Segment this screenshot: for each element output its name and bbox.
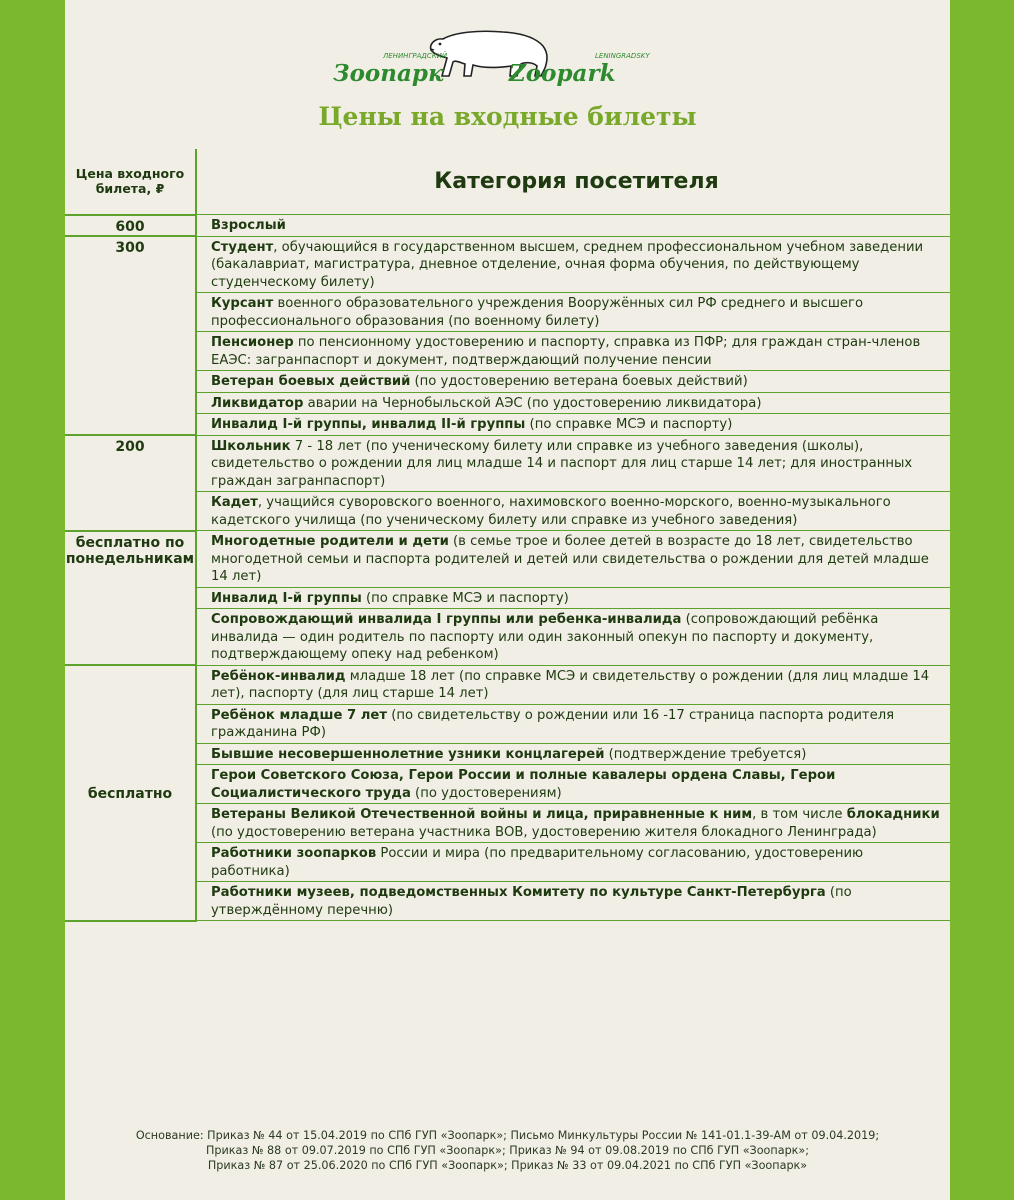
table-row bbox=[65, 587, 950, 609]
category-name: Ребёнок-инвалид bbox=[211, 668, 346, 684]
logo-ru-text: Зоопарк bbox=[333, 60, 444, 87]
category-cell bbox=[196, 765, 950, 804]
table-row bbox=[65, 765, 950, 804]
table-row bbox=[65, 743, 950, 765]
category-condition: , в том числе bbox=[752, 807, 847, 822]
category-condition: младше 18 лет (по справке МСЭ и свидетельству о рождении (для лиц младше 14 лет), паспорту (для лиц старше 14 лет) bbox=[211, 668, 930, 701]
category-name: Ликвидатор bbox=[211, 395, 304, 411]
category-cell bbox=[196, 332, 950, 371]
footer-notes bbox=[65, 1128, 950, 1173]
footer-line: Приказ № 88 от 09.07.2019 по СПб ГУП «Зоопарк»; Приказ № 94 от 09.08.2019 по СПб ГУП «Зоопарк»; bbox=[205, 1144, 810, 1157]
category-cell bbox=[196, 215, 950, 237]
category-column-header: Категория посетителя bbox=[196, 149, 950, 215]
zoo-logo bbox=[65, 22, 950, 92]
category-cell bbox=[196, 665, 950, 704]
category-name: Герои Советского Союза, Герои России и полные кавалеры ордена Славы, Герои Социалистического труда bbox=[211, 768, 836, 801]
category-name: Ветеран боевых действий bbox=[211, 374, 411, 389]
table-row bbox=[65, 843, 950, 882]
page-title: Цены на входные билеты bbox=[318, 102, 697, 131]
price-table bbox=[65, 149, 950, 922]
category-name: Школьник bbox=[211, 438, 291, 454]
table-row bbox=[65, 882, 950, 921]
price-cell: бесплатно bbox=[65, 665, 196, 921]
table-row bbox=[65, 435, 950, 492]
table-row bbox=[65, 332, 950, 371]
category-name-extra: блокадники bbox=[846, 807, 940, 822]
price-cell: 600 bbox=[65, 215, 196, 237]
category-cell bbox=[196, 435, 950, 492]
category-cell bbox=[196, 392, 950, 414]
table-row bbox=[65, 609, 950, 666]
category-condition: , обучающийся в государственном высшем, среднем профессиональном учебном заведении (бакалавриат, магистратура, дневное отделение, очная форма обучения, по действующему студенческому билету) bbox=[211, 239, 924, 290]
category-condition-extra: (по удостоверению ветерана участника ВОВ, удостоверению жителя блокадного Ленинграда) bbox=[211, 824, 877, 840]
category-cell bbox=[196, 371, 950, 393]
category-cell bbox=[196, 236, 950, 293]
category-name: Работники зоопарков bbox=[211, 846, 377, 861]
category-name: Работники музеев, подведомственных Комитету по культуре Санкт-Петербурга bbox=[211, 885, 826, 900]
price-cell: 300 bbox=[65, 236, 196, 435]
category-cell bbox=[196, 531, 950, 588]
price-cell: 200 bbox=[65, 435, 196, 531]
category-condition: (подтверждение требуется) bbox=[604, 746, 807, 762]
category-cell bbox=[196, 704, 950, 743]
category-cell bbox=[196, 587, 950, 609]
category-name: Студент bbox=[211, 239, 274, 255]
category-cell bbox=[196, 293, 950, 332]
category-condition: (по удостоверению ветерана боевых действий) bbox=[410, 374, 748, 389]
category-cell bbox=[196, 804, 950, 843]
table-row bbox=[65, 392, 950, 414]
category-condition: (в семье трое и более детей в возрасте до 18 лет, свидетельство многодетной семьи и паспорта родителей и детей или свидетельства о рождении для детей младше 14 лет) bbox=[211, 534, 929, 584]
logo-en-text: Zoopark bbox=[509, 60, 616, 87]
category-condition: (по свидетельству о рождении или 16 -17 страница паспорта родителя гражданина РФ) bbox=[211, 707, 895, 740]
category-name: Кадет bbox=[211, 495, 258, 510]
category-cell bbox=[196, 843, 950, 882]
category-name: Пенсионер bbox=[211, 335, 294, 350]
logo-en-small: LENINGRADSKY bbox=[595, 52, 650, 60]
category-condition: , учащийся суворовского военного, нахимовского военно-морского, военно-музыкального кадетского училища (по ученическому билету или справке из учебного заведения) bbox=[211, 495, 891, 528]
category-name: Бывшие несовершеннолетние узники концлагерей bbox=[211, 746, 605, 762]
category-name: Инвалид I-й группы, инвалид II-й группы bbox=[211, 417, 526, 432]
category-cell bbox=[196, 492, 950, 531]
footer-line: Приказ № 87 от 25.06.2020 по СПб ГУП «Зоопарк»; Приказ № 33 от 09.04.2021 по СПб ГУП «Зоопарк» bbox=[207, 1159, 808, 1172]
footer-line: Основание: Приказ № 44 от 15.04.2019 по СПб ГУП «Зоопарк»; Письмо Минкультуры России № 141-01.1-39-АМ от 09.04.2019; bbox=[135, 1129, 880, 1142]
category-name: Курсант bbox=[211, 296, 274, 311]
price-sheet bbox=[65, 0, 950, 1200]
price-column-header: Цена входного билета, ₽ bbox=[65, 149, 196, 215]
table-row bbox=[65, 371, 950, 393]
category-cell bbox=[196, 609, 950, 666]
table-row bbox=[65, 236, 950, 293]
category-condition: (сопровождающий ребёнка инвалида — один родитель по паспорту или один законный опекун по паспорту и документу, подтверждающему опеку над ребенком) bbox=[211, 612, 879, 662]
category-condition: (по утверждённому перечню) bbox=[211, 885, 852, 918]
category-name: Ребёнок младше 7 лет bbox=[211, 707, 388, 723]
category-condition: военного образовательного учреждения Вооружённых сил РФ среднего и высшего профессионального образования (по военному билету) bbox=[211, 296, 864, 329]
category-condition: (по удостоверениям) bbox=[410, 785, 562, 801]
category-cell bbox=[196, 882, 950, 921]
category-cell bbox=[196, 743, 950, 765]
table-row bbox=[65, 492, 950, 531]
logo-ru-small: ЛЕНИНГРАДСКИЙ bbox=[383, 52, 448, 60]
category-cell bbox=[196, 414, 950, 436]
table-row bbox=[65, 215, 950, 237]
category-condition: 7 - 18 лет (по ученическому билету или справке из учебного заведения (школы), свидетельство о рождении для лиц младше 14 и паспорт для лиц старше 14 лет; для иностранных граждан загранпаспорт) bbox=[211, 438, 913, 489]
table-row bbox=[65, 414, 950, 436]
table-row bbox=[65, 804, 950, 843]
category-condition: (по справке МСЭ и паспорту) bbox=[525, 417, 733, 432]
table-row bbox=[65, 531, 950, 588]
category-name: Инвалид I-й группы bbox=[211, 590, 362, 606]
category-name: Взрослый bbox=[211, 218, 286, 233]
category-name: Сопровождающий инвалида I группы или ребенка-инвалида bbox=[211, 612, 682, 627]
table-row bbox=[65, 704, 950, 743]
table-row bbox=[65, 665, 950, 704]
category-condition: по пенсионному удостоверению и паспорту, справка из ПФР; для граждан стран-членов ЕАЭС: загранпаспорт и документ, подтверждающий получение пенсии bbox=[211, 335, 921, 368]
category-condition: России и мира (по предварительному согласованию, удостоверению работника) bbox=[211, 846, 864, 879]
price-cell: бесплатно по понедельникам bbox=[65, 531, 196, 666]
category-condition: (по справке МСЭ и паспорту) bbox=[361, 590, 569, 606]
category-name: Ветераны Великой Отечественной войны и лица, приравненные к ним bbox=[211, 807, 753, 822]
table-header-row bbox=[65, 149, 950, 215]
category-name: Многодетные родители и дети bbox=[211, 534, 449, 549]
category-condition: аварии на Чернобыльской АЭС (по удостоверению ликвидатора) bbox=[303, 395, 762, 411]
table-row bbox=[65, 293, 950, 332]
